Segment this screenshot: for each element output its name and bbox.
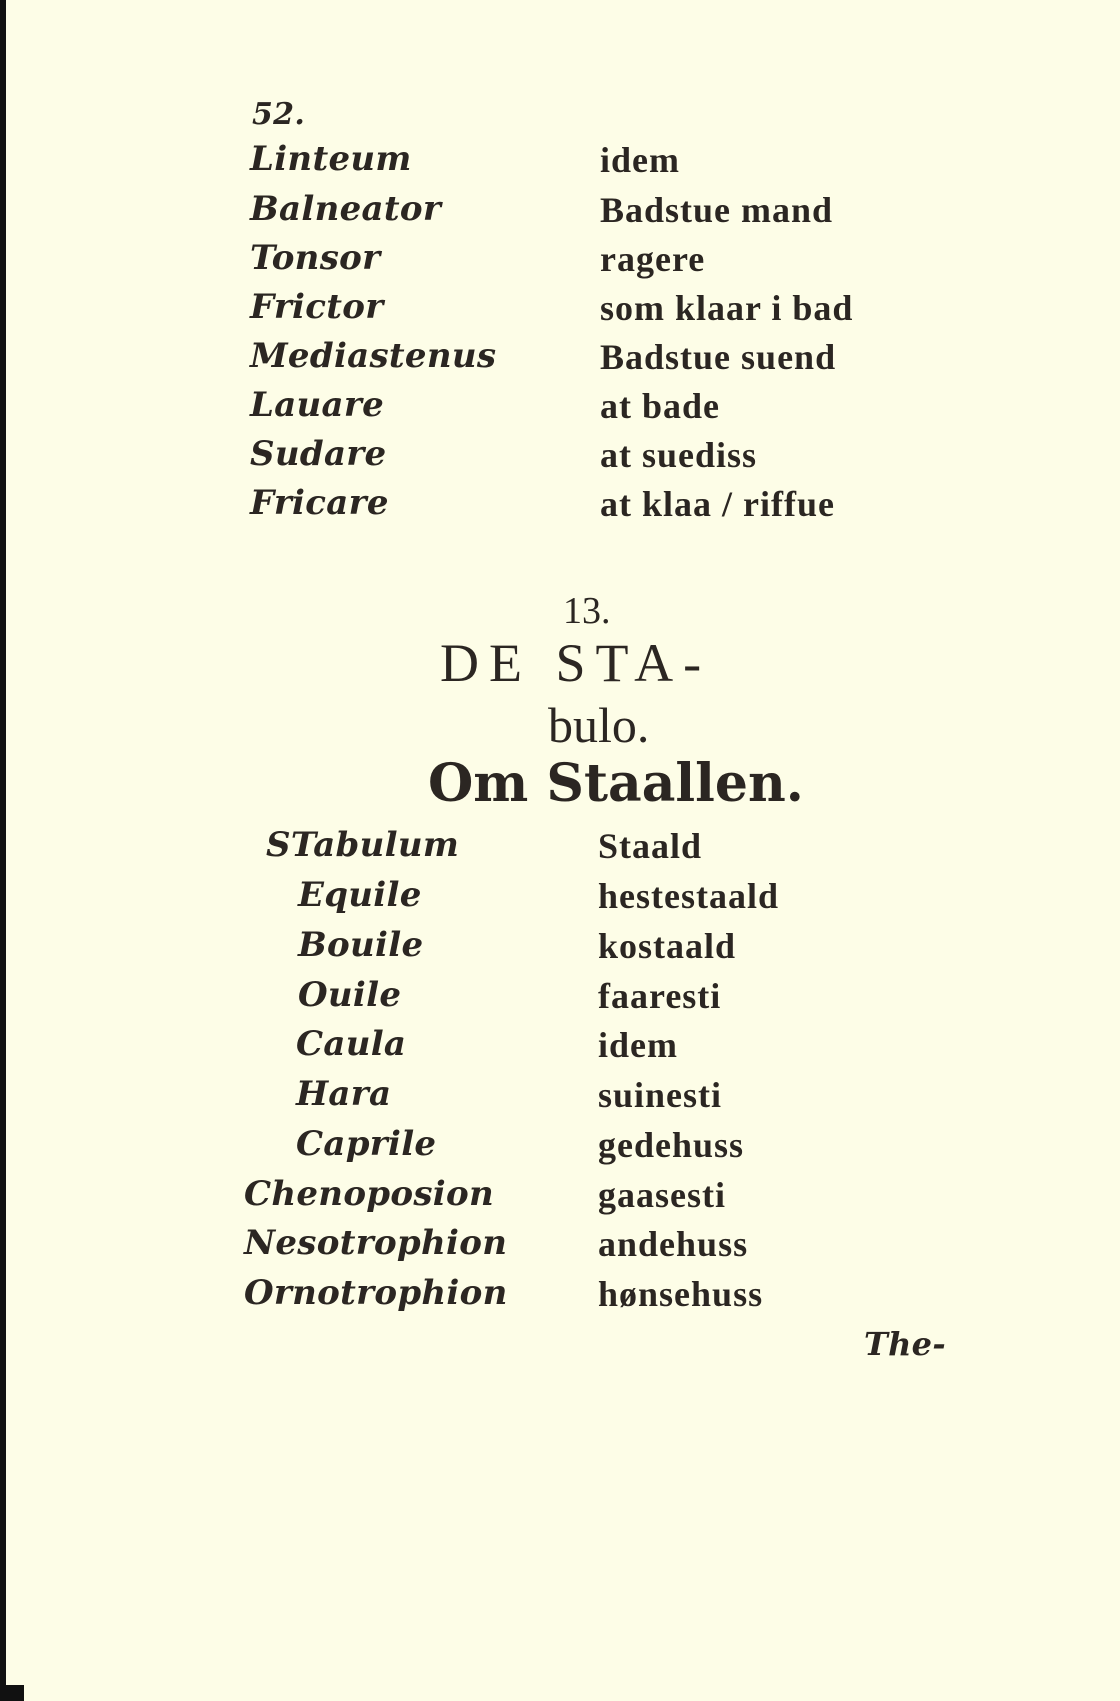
danish-term: ragere	[600, 239, 706, 279]
danish-term: at klaa / riffue	[600, 484, 835, 524]
latin-term: Caprile	[296, 1124, 437, 1164]
latin-term: Caula	[296, 1024, 407, 1064]
danish-term: andehuss	[598, 1224, 749, 1264]
latin-term: Nesotrophion	[244, 1223, 508, 1263]
danish-term: hønsehuss	[598, 1274, 764, 1314]
page-number: 52.	[252, 97, 306, 132]
latin-term: Bouile	[298, 925, 424, 965]
latin-term: Fricare	[250, 483, 389, 523]
catchword: The-	[864, 1325, 946, 1363]
danish-term: kostaald	[598, 926, 737, 966]
chapter-danish-title: Om Staallen.	[428, 753, 804, 814]
latin-term: Sudare	[250, 434, 387, 474]
latin-term: STabulum	[266, 825, 460, 865]
latin-term: Frictor	[250, 287, 384, 327]
latin-term: Linteum	[250, 139, 412, 179]
chapter-title-line1: DE STA-	[440, 633, 712, 693]
latin-term: Hara	[296, 1074, 392, 1114]
chapter-title-line2: bulo.	[548, 697, 650, 753]
latin-term: Ouile	[298, 975, 402, 1015]
chapter-number: 13.	[563, 590, 611, 632]
danish-term: Badstue suend	[600, 337, 837, 377]
danish-term: som klaar i bad	[600, 288, 854, 328]
danish-term: Badstue mand	[600, 190, 834, 230]
danish-term: gaasesti	[598, 1175, 726, 1215]
danish-term: at bade	[600, 386, 721, 426]
latin-term: Chenoposion	[244, 1174, 495, 1214]
page-bottom-corner	[0, 1685, 24, 1701]
danish-term: idem	[600, 140, 680, 180]
latin-term: Equile	[298, 875, 422, 915]
danish-term: at suediss	[600, 435, 758, 475]
latin-term: Ornotrophion	[244, 1273, 508, 1313]
danish-term: Staald	[598, 826, 703, 866]
latin-term: Lauare	[250, 385, 385, 425]
danish-term: idem	[598, 1025, 678, 1065]
danish-term: hestestaald	[598, 876, 779, 916]
page-left-edge	[0, 0, 6, 1701]
danish-term: suinesti	[598, 1075, 723, 1115]
danish-term: gedehuss	[598, 1125, 745, 1165]
danish-term: faaresti	[598, 976, 722, 1016]
latin-term: Tonsor	[250, 238, 381, 278]
latin-term: Balneator	[250, 189, 442, 229]
latin-term: Mediastenus	[250, 336, 497, 376]
